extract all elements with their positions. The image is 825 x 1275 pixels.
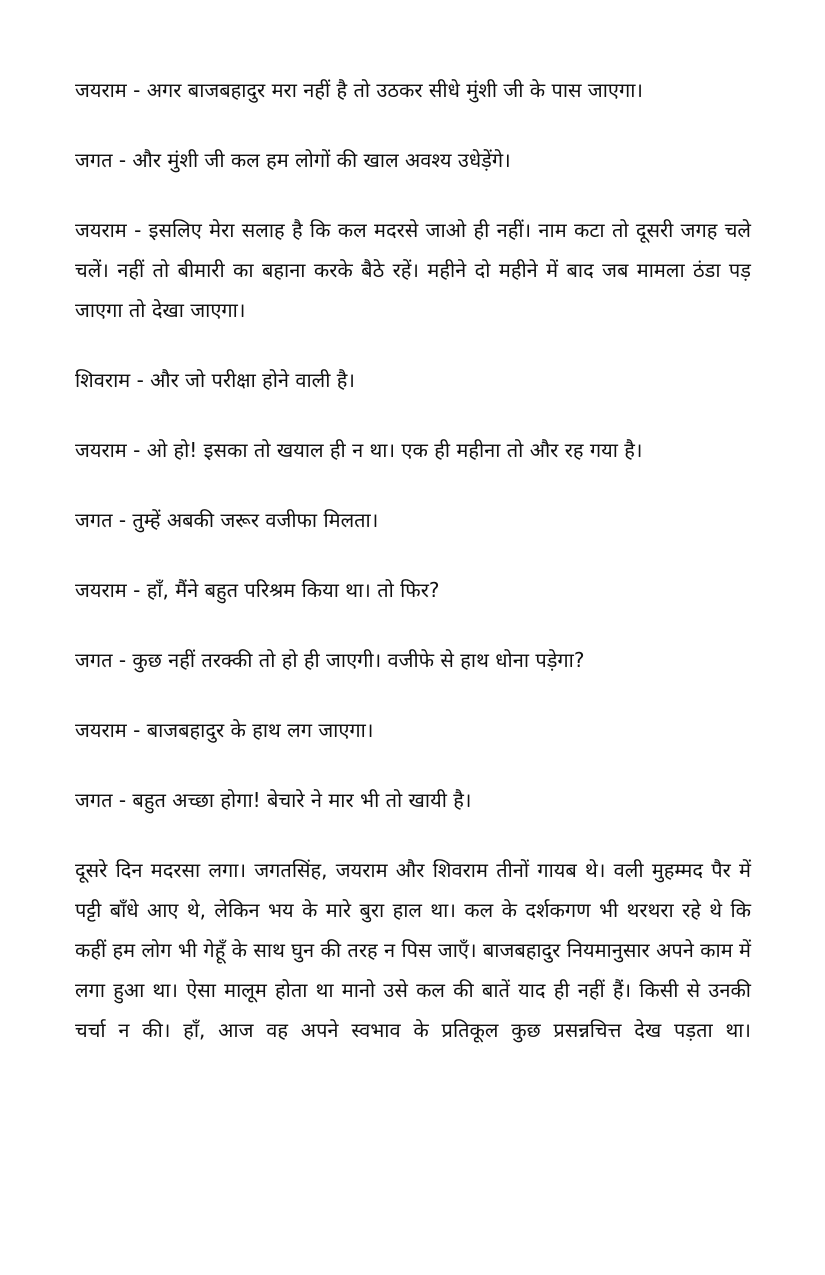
dialogue-jayram-5: जयराम - बाजबहादुर के हाथ लग जाएगा। [75, 718, 374, 742]
dialogue-jagat-4: जगत - बहुत अच्छा होगा! बेचारे ने मार भी तो खायी है। [75, 788, 472, 812]
dialogue-jagat-3: जगत - कुछ नहीं तरक्की तो हो ही जाएगी। वजीफे से हाथ धोना पड़ेगा? [75, 648, 585, 672]
dialogue-jayram-2: जयराम - इसलिए मेरा सलाह है कि कल मदरसे जाओ ही नहीं। नाम कटा तो दूसरी जगह चले चलें। नहीं तो बीमारी का बहाना करके बैठे रहें। महीने दो महीने में बाद जब मामला ठंडा पड़ जाएगा तो देखा जाएगा। [75, 218, 751, 322]
narrative-paragraph: दूसरे दिन मदरसा लगा। जगतसिंह, जयराम और शिवराम तीनों गायब थे। वली मुहम्मद पैर में पट्टी बाँधे आए थे, लेकिन भय के मारे बुरा हाल था। कल के दर्शकगण भी थरथरा रहे थे कि कहीं हम लोग भी गेहूँ के साथ घुन की तरह न पिस जाएँ। बाजबहादुर नियमानुसार अपने काम में लगा हुआ था। ऐसा मालूम होता था मानो उसे कल की बातें याद ही नहीं हैं। किसी से उनकी चर्चा न की। हाँ, आज वह अपने स्वभाव के प्रतिकूल कुछ प्रसन्नचित्त देख पड़ता था। [75, 858, 751, 1042]
dialogue-jayram-3: जयराम - ओ हो! इसका तो खयाल ही न था। एक ही महीना तो और रह गया है। [75, 438, 643, 462]
dialogue-jagat-2: जगत - तुम्हें अबकी जरूर वजीफा मिलता। [75, 508, 379, 532]
document-page [75, 70, 751, 1080]
dialogue-shivram-1: शिवराम - और जो परीक्षा होने वाली है। [75, 368, 355, 392]
dialogue-jagat-1: जगत - और मुंशी जी कल हम लोगों की खाल अवश्य उधेड़ेंगे। [75, 148, 511, 172]
dialogue-jayram-1: जयराम - अगर बाजबहादुर मरा नहीं है तो उठकर सीधे मुंशी जी के पास जाएगा। [75, 78, 643, 102]
dialogue-jayram-4: जयराम - हाँ, मैंने बहुत परिश्रम किया था। तो फिर? [75, 578, 440, 602]
